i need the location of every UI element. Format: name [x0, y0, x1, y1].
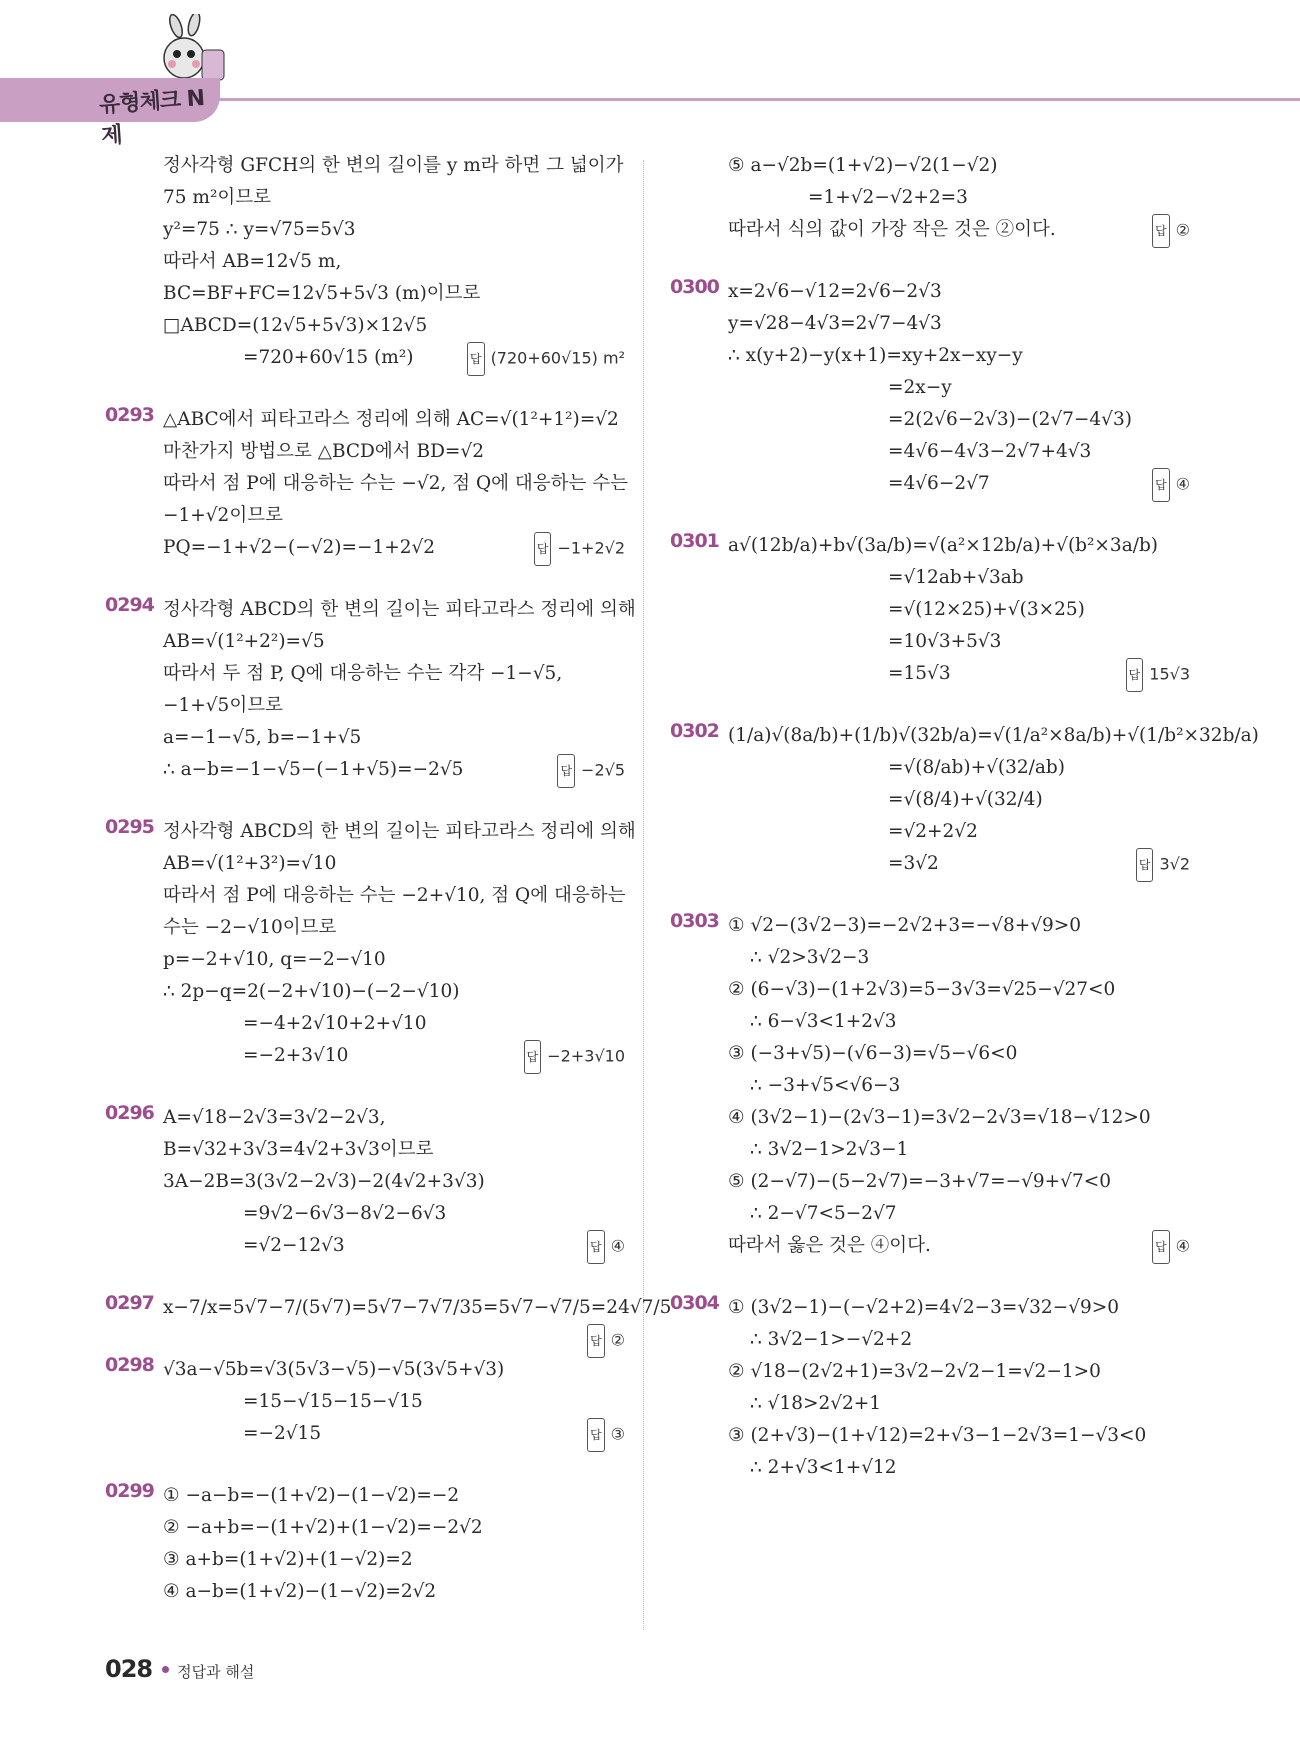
answer: 답 −2√5	[557, 754, 625, 788]
solution-line: −1+√5이므로	[163, 695, 283, 716]
answer: 답 ②	[1152, 214, 1190, 248]
solution-line: 정사각형 ABCD의 한 변의 길이는 피타고라스 정리에 의해	[163, 821, 636, 842]
solution-line: y=√28−4√3=2√7−4√3	[728, 313, 942, 334]
solution-line: ③ (−3+√5)−(√6−3)=√5−√6<0	[728, 1043, 1018, 1064]
problem-0295	[105, 816, 636, 1072]
problem-number: 0297	[105, 1292, 154, 1314]
problem-0294	[105, 594, 636, 786]
solution-line: 따라서 두 점 P, Q에 대응하는 수는 각각 −1−√5,	[163, 663, 563, 684]
problem-0300	[670, 276, 1190, 500]
solution-line: ∴ 2p−q=2(−2+√10)−(−2−√10)	[163, 981, 460, 1002]
problem-number: 0299	[105, 1480, 154, 1502]
problem-0303	[670, 910, 1190, 1262]
solution-line: −1+√2이므로	[163, 505, 283, 526]
solution-line: x−7/x=5√7−7/(5√7)=5√7−7√7/35=5√7−√7/5=24√7/5	[163, 1297, 672, 1318]
answer: 답 −2+3√10	[524, 1040, 625, 1074]
solution-line: =15√3 답 15√3	[728, 658, 1190, 690]
problem-continued	[105, 150, 625, 374]
solution-line: ∴ 2−√7<5−2√7	[750, 1203, 897, 1224]
answer: 답 (720+60√15) m²	[467, 342, 625, 376]
problem-0296	[105, 1102, 625, 1262]
solution-line: ③ a+b=(1+√2)+(1−√2)=2	[163, 1549, 413, 1570]
problem-number: 0301	[670, 530, 719, 552]
solution-line: √3a−√5b=√3(5√3−√5)−√5(3√5+√3)	[163, 1359, 505, 1380]
page-footer	[105, 1655, 254, 1683]
solution-line: =3√2 답 3√2	[728, 848, 1190, 880]
problem-number: 0304	[670, 1292, 719, 1314]
solution-line: 정사각형 GFCH의 한 변의 길이를 y m라 하면 그 넓이가	[163, 155, 624, 176]
solution-line: x=2√6−√12=2√6−2√3	[728, 281, 942, 302]
solution-line: =√2−12√3 답 ④	[163, 1230, 625, 1262]
problem-number: 0294	[105, 594, 154, 616]
problem-0297	[105, 1292, 672, 1350]
page-number: 028	[105, 1655, 153, 1683]
solution-line: B=√32+3√3=4√2+3√3이므로	[163, 1139, 434, 1160]
section-header-tab	[0, 78, 220, 150]
solution-line: y²=75 ∴ y=√75=5√3	[163, 219, 356, 240]
solution-line: 마찬가지 방법으로 △BCD에서 BD=√2	[163, 441, 484, 462]
section-title: 유형체크 N제	[98, 85, 205, 150]
solution-line: 따라서 식의 값이 가장 작은 것은 ②이다. 답 ②	[728, 214, 1190, 246]
solution-line: =√(12×25)+√(3×25)	[888, 599, 1085, 620]
solution-line: BC=BF+FC=12√5+5√3 (m)이므로	[163, 283, 481, 304]
solution-line: 수는 −2−√10이므로	[163, 917, 337, 938]
answer: 답 ③	[587, 1418, 625, 1452]
solution-line: ∴ −3+√5<√6−3	[750, 1075, 901, 1096]
solution-line: a=−1−√5, b=−1+√5	[163, 727, 362, 748]
problem-number: 0295	[105, 816, 154, 838]
solution-line: =√12ab+√3ab	[888, 567, 1024, 588]
solution-line: =−2+3√10 답 −2+3√10	[163, 1040, 625, 1072]
solution-line: 정사각형 ABCD의 한 변의 길이는 피타고라스 정리에 의해	[163, 599, 636, 620]
solution-line: A=√18−2√3=3√2−2√3,	[163, 1107, 386, 1128]
solution-line: =√2+2√2	[888, 821, 978, 842]
solution-line: ∴ 2+√3<1+√12	[750, 1457, 897, 1478]
problem-number: 0296	[105, 1102, 154, 1124]
solution-line: ∴ x(y+2)−y(x+1)=xy+2x−xy−y	[728, 345, 1023, 366]
solution-line: 따라서 옳은 것은 ④이다. 답 ④	[728, 1230, 1190, 1262]
solution-line: =−2√15 답 ③	[163, 1418, 625, 1450]
problem-number: 0293	[105, 404, 154, 426]
solution-line: =9√2−6√3−8√2−6√3	[243, 1203, 447, 1224]
solution-line: =4√6−4√3−2√7+4√3	[888, 441, 1092, 462]
solution-line: ① −a−b=−(1+√2)−(1−√2)=−2	[163, 1485, 460, 1506]
answer: 답 ④	[1152, 468, 1190, 502]
footer-label: 정답과 해설	[177, 1663, 255, 1681]
solution-line: ∴ 3√2−1>−√2+2	[750, 1329, 913, 1350]
solution-line: 따라서 점 P에 대응하는 수는 −2+√10, 점 Q에 대응하는	[163, 885, 626, 906]
solution-line: ⑤ (2−√7)−(5−2√7)=−3+√7=−√9+√7<0	[728, 1171, 1111, 1192]
problem-0301	[670, 530, 1190, 690]
solution-line: =2(2√6−2√3)−(2√7−4√3)	[888, 409, 1132, 430]
header-rule	[210, 98, 1300, 101]
problem-0299-continued	[670, 150, 1190, 246]
answer: 답 ②	[587, 1324, 625, 1358]
solution-line: 75 m²이므로	[163, 187, 271, 208]
solution-line: =1+√2−√2+2=3	[808, 187, 968, 208]
bullet-dot-icon	[162, 1666, 169, 1673]
solution-line: ④ (3√2−1)−(2√3−1)=3√2−2√3=√18−√12>0	[728, 1107, 1151, 1128]
solution-line: ∴ √18>2√2+1	[750, 1393, 882, 1414]
solution-line: 3A−2B=3(3√2−2√3)−2(4√2+3√3)	[163, 1171, 485, 1192]
problem-number: 0298	[105, 1354, 154, 1376]
solution-line: 따라서 점 P에 대응하는 수는 −√2, 점 Q에 대응하는 수는	[163, 473, 629, 494]
solution-line: PQ=−1+√2−(−√2)=−1+2√2 답 −1+2√2	[163, 532, 625, 564]
answer: 답 −1+2√2	[534, 532, 625, 566]
solution-line: ∴ 6−√3<1+2√3	[750, 1011, 897, 1032]
solution-line: ∴ 3√2−1>2√3−1	[750, 1139, 909, 1160]
answer: 답 3√2	[1136, 848, 1190, 882]
solution-line: 따라서 AB=12√5 m,	[163, 251, 342, 272]
solution-line: ∴ a−b=−1−√5−(−1+√5)=−2√5 답 −2√5	[163, 754, 625, 786]
problem-number: 0302	[670, 720, 719, 742]
solution-line: ② −a+b=−(1+√2)+(1−√2)=−2√2	[163, 1517, 483, 1538]
solution-line: =√(8/4)+√(32/4)	[888, 789, 1043, 810]
problem-0299	[105, 1480, 625, 1608]
solution-line: a√(12b/a)+b√(3a/b)=√(a²×12b/a)+√(b²×3a/b)	[728, 535, 1159, 556]
solution-line: ① (3√2−1)−(−√2+2)=4√2−3=√32−√9>0	[728, 1297, 1120, 1318]
solution-line: =4√6−2√7 답 ④	[728, 468, 1190, 500]
right-column	[670, 150, 1259, 1514]
answer: 답 ④	[587, 1230, 625, 1264]
solution-line: =−4+2√10+2+√10	[243, 1013, 427, 1034]
solution-line: ③ (2+√3)−(1+√12)=2+√3−1−2√3=1−√3<0	[728, 1425, 1147, 1446]
left-column	[105, 150, 672, 1638]
solution-line: ② √18−(2√2+1)=3√2−2√2−1=√2−1>0	[728, 1361, 1101, 1382]
problem-number: 0303	[670, 910, 719, 932]
solution-line: ② (6−√3)−(1+2√3)=5−3√3=√25−√27<0	[728, 979, 1116, 1000]
solution-line: =√(8/ab)+√(32/ab)	[888, 757, 1065, 778]
solution-line: =720+60√15 (m²) 답 (720+60√15) m²	[163, 342, 625, 374]
solution-line: =2x−y	[888, 377, 952, 398]
solution-line: ∴ √2>3√2−3	[750, 947, 870, 968]
solution-line: □ABCD=(12√5+5√3)×12√5	[163, 315, 428, 336]
answer: 답 15√3	[1126, 658, 1190, 692]
solution-line: ① √2−(3√2−3)=−2√2+3=−√8+√9>0	[728, 915, 1082, 936]
solution-line: △ABC에서 피타고라스 정리에 의해 AC=√(1²+1²)=√2	[163, 409, 619, 430]
problem-0298	[105, 1354, 625, 1450]
problem-number: 0300	[670, 276, 719, 298]
solution-line: AB=√(1²+3²)=√10	[163, 853, 337, 874]
solution-line: AB=√(1²+2²)=√5	[163, 631, 325, 652]
column-divider	[643, 160, 644, 1630]
solution-line: (1/a)√(8a/b)+(1/b)√(32b/a)=√(1/a²×8a/b)+√(1/b²×32b/a)	[728, 725, 1259, 746]
problem-0293	[105, 404, 629, 564]
answer: 답 ④	[1152, 1230, 1190, 1264]
solution-line: =10√3+5√3	[888, 631, 1002, 652]
problem-0302	[670, 720, 1259, 880]
solution-line: p=−2+√10, q=−2−√10	[163, 949, 386, 970]
solution-line: =15−√15−15−√15	[243, 1391, 423, 1412]
problem-0304	[670, 1292, 1190, 1484]
solution-line: ④ a−b=(1+√2)−(1−√2)=2√2	[163, 1581, 437, 1602]
solution-line: ⑤ a−√2b=(1+√2)−√2(1−√2)	[728, 155, 998, 176]
